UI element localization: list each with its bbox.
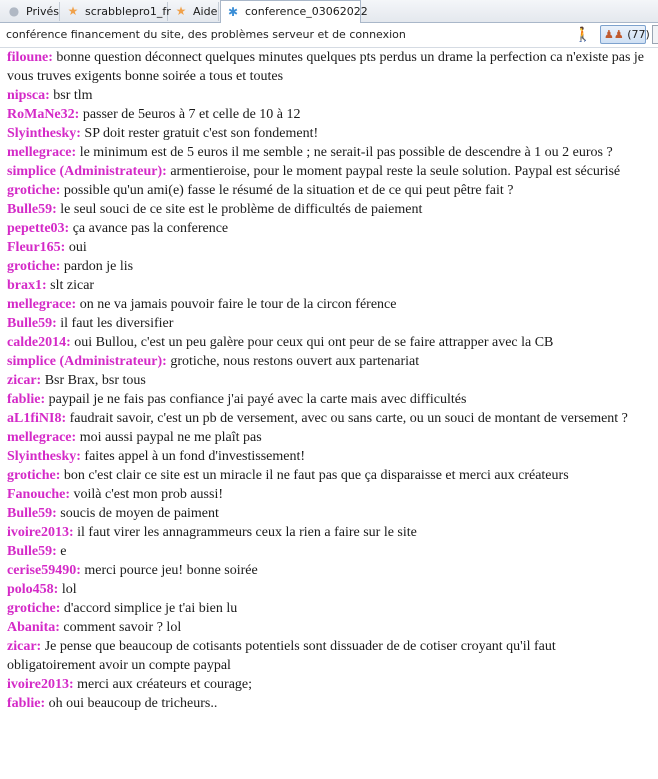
tab-label: conference_03062022 [245,5,368,18]
chat-message [0,504,658,523]
message-nick[interactable]: zicar: [7,373,42,388]
message-text: moi aussi paypal ne me plaît pas [79,430,262,445]
chat-message [0,295,658,314]
channel-topic: conférence financement du site, des problèmes serveur et de connexion [6,28,406,41]
message-text: oui [68,240,87,255]
message-text: faites appel à un fond d'investissement! [84,449,306,464]
message-nick[interactable]: aL1fiNI8: [7,411,67,426]
message-nick[interactable]: ivoire2013: [7,677,74,692]
message-text: faudrait savoir, c'est un pb de versement, avec ou sans carte, ou un souci de montant de versement ? [69,411,628,426]
chat-message [0,409,658,428]
chat-message [0,542,658,561]
message-nick[interactable]: pepette03: [7,221,70,236]
chat-message [0,105,658,124]
chat-message [0,390,658,409]
message-nick[interactable]: simplice (Administrateur): [7,164,167,179]
tab-label: Privés [26,5,60,18]
user-count: (77) [627,28,650,41]
message-text: bsr tlm [53,88,93,103]
chat-message [0,428,658,447]
message-nick[interactable]: Fleur165: [7,240,66,255]
tab-conference[interactable] [220,0,368,23]
message-text: slt zicar [50,278,95,293]
message-nick[interactable]: Fanouche: [7,487,70,502]
tab-scrabblepro1-fr[interactable] [61,2,171,21]
message-text: armentieroise, pour le moment paypal reste la seule solution. Paypal est sécurisé [170,164,621,179]
message-text: e [60,544,67,559]
message-text: ça avance pas la conference [72,221,229,236]
message-nick[interactable]: zicar: [7,639,42,654]
chat-message [0,580,658,599]
message-nick[interactable]: Bulle59: [7,202,57,217]
message-text: bon c'est clair ce site est un miracle il ne faut pas que ça disparaisse et merci aux créateurs [63,468,569,483]
message-text: le minimum est de 5 euros il me semble ; ne serait-il pas possible de descendre à 1 ou 2 euros ? [79,145,613,160]
chat-message [0,599,658,618]
chat-message [0,200,658,219]
chat-message [0,143,658,162]
user-list-button[interactable] [600,25,650,44]
message-nick[interactable]: simplice (Administrateur): [7,354,167,369]
chat-message [0,637,658,675]
chat-log[interactable] [0,48,658,779]
message-nick[interactable]: polo458: [7,582,59,597]
chat-message [0,447,658,466]
message-nick[interactable]: Bulle59: [7,506,57,521]
message-nick[interactable]: grotiche: [7,259,61,274]
message-nick[interactable]: fablie: [7,696,46,711]
chat-message [0,48,658,86]
message-nick[interactable]: Slyinthesky: [7,449,81,464]
message-text: d'accord simplice je t'ai bien lu [63,601,238,616]
message-text: Je pense que beaucoup de cotisants potentiels sont dissuader de de cotiser croyant qu'il faut obligatoirement avoir un compte paypal [7,639,556,673]
message-text: on ne va jamais pouvoir faire le tour de la circon férence [79,297,397,312]
chat-message [0,333,658,352]
tab-aide[interactable] [169,2,219,21]
message-text: paypail je ne fais pas confiance j'ai payé avec la carte mais avec difficultés [48,392,467,407]
chat-message [0,86,658,105]
star-blue-icon: ✱ [227,5,239,19]
message-nick[interactable]: fablie: [7,392,46,407]
star-icon: ★ [67,4,79,18]
tab-label: scrabblepro1_fr [85,5,171,18]
message-text: lol [61,582,77,597]
chat-message [0,257,658,276]
message-text: il faut virer les annagrammeurs ceux la rien a faire sur le site [77,525,417,540]
message-nick[interactable]: grotiche: [7,601,61,616]
message-text: possible qu'un ami(e) fasse le résumé de la situation et de ce qui peut pêtre fait ? [63,183,514,198]
chat-message [0,371,658,390]
tab-bar [0,0,658,23]
message-text: pardon je lis [63,259,134,274]
message-text: grotiche, nous restons ouvert aux partenariat [170,354,420,369]
message-text: comment savoir ? lol [63,620,182,635]
message-text: oui Bullou, c'est un peu galère pour ceux qui ont peur de se faire attrapper avec la CB [74,335,554,350]
message-text: soucis de moyen de paiment [60,506,219,521]
chat-message [0,181,658,200]
chat-message [0,675,658,694]
message-nick[interactable]: Bulle59: [7,316,57,331]
tab-privates[interactable] [2,2,60,21]
chat-message [0,162,658,181]
message-nick[interactable]: grotiche: [7,468,61,483]
message-nick[interactable]: mellegrace: [7,430,77,445]
user-icon: ● [8,4,20,18]
chat-message [0,485,658,504]
message-text: Bsr Brax, bsr tous [44,373,146,388]
chat-message [0,523,658,542]
message-nick[interactable]: calde2014: [7,335,71,350]
message-nick[interactable]: Bulle59: [7,544,57,559]
chat-message [0,352,658,371]
message-nick[interactable]: cerise59490: [7,563,81,578]
message-text: oh oui beaucoup de tricheurs.. [48,696,218,711]
chat-message [0,219,658,238]
message-text: voilà c'est mon prob aussi! [73,487,223,502]
message-nick[interactable]: nipsca: [7,88,50,103]
message-text: passer de 5euros à 7 et celle de 10 à 12 [82,107,301,122]
chat-message [0,466,658,485]
message-nick[interactable]: ivoire2013: [7,525,74,540]
message-text: merci pource jeu! bonne soirée [84,563,258,578]
message-text: merci aux créateurs et courage; [77,677,253,692]
chat-message [0,561,658,580]
message-text: il faut les diversifier [60,316,174,331]
chat-message [0,276,658,295]
message-nick[interactable]: Slyinthesky: [7,126,81,141]
message-text: le seul souci de ce site est le problème de difficultés de paiement [60,202,423,217]
message-nick[interactable]: brax1: [7,278,47,293]
chat-message [0,618,658,637]
chat-message [0,238,658,257]
topic-bar [0,23,658,48]
walking-person-icon[interactable]: 🚶 [574,27,592,43]
message-nick[interactable]: mellegrace: [7,297,77,312]
message-text: bonne question déconnect quelques minutes quelques pts perdus un drame la perfection ca n'existe pas je vous truves exigents bonne soirée a tous et toutes [7,50,645,84]
tab-label: Aide [193,5,218,18]
chat-message [0,694,658,713]
message-nick[interactable]: Abanita: [7,620,60,635]
chat-message [0,314,658,333]
chat-message [0,124,658,143]
message-nick[interactable]: RoMaNe32: [7,107,80,122]
star-icon: ★ [175,4,187,18]
message-nick[interactable]: mellegrace: [7,145,77,160]
message-nick[interactable]: filoune: [7,50,53,65]
message-text: SP doit rester gratuit c'est son fondement! [84,126,319,141]
side-panel-toggle[interactable] [652,25,658,44]
users-icon: ♟♟ [604,28,624,41]
message-nick[interactable]: grotiche: [7,183,61,198]
